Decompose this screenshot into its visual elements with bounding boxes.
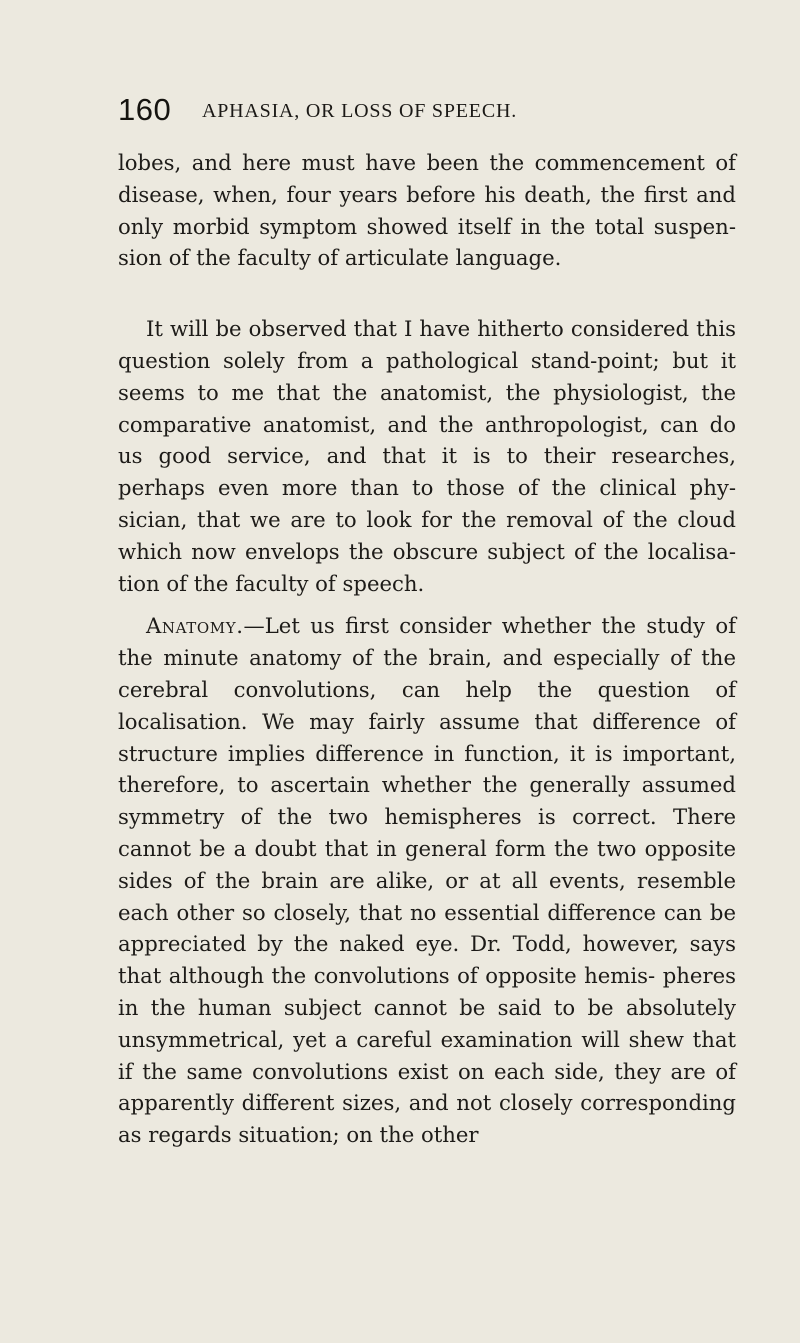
body-text (118, 147, 736, 1151)
paragraph-text: It will be observed that I have hitherto considered this question solely from a pathological stand-point; but it seems to me that the anatomist, the physiologist, the comparative anatomist, and the anthropologist, can do us good service, and that it is to their researches, perhaps even more than to those of the clinical phy- sician, that we are to look for the removal of the cloud which now envelops the obscure subject of the localisa- tion of the faculty of speech. (118, 316, 736, 596)
page-number: 160 (118, 92, 172, 127)
page-header (118, 92, 718, 132)
section-heading: Anatomy. (146, 613, 244, 639)
paragraph-text: —Let us first consider whether the study of the minute anatomy of the brain, and especially of the cerebral convolutions, can help the question of localisation. We may fairly assume that difference of structure implies difference in function, it is important, therefore, to ascertain whether the generally assumed symmetry of the two hemispheres is correct. There cannot be a doubt that in general form the two opposite sides of the brain are alike, or at all events, resemble each other so closely, that no essential difference can be appreciated by the naked eye. Dr. Todd, however, says that although the convolutions of opposite hemis- pheres in the human subject cannot be said to be absolutely unsymmetrical, yet a careful examination will shew that if the same convolutions exist on each side, they are of apparently different sizes, and not closely corresponding as regards situation; on the other (118, 613, 736, 1148)
paragraph-observation (118, 313, 736, 599)
paragraph-continued (118, 147, 736, 274)
paragraph-anatomy (118, 610, 736, 1151)
running-head: APHASIA, OR LOSS OF SPEECH. (202, 100, 517, 122)
paragraph-text: lobes, and here must have been the commencement of disease, when, four years before his death, the first and only morbid symptom showed itself in the total suspen- sion of the faculty of articulate language. (118, 150, 736, 271)
